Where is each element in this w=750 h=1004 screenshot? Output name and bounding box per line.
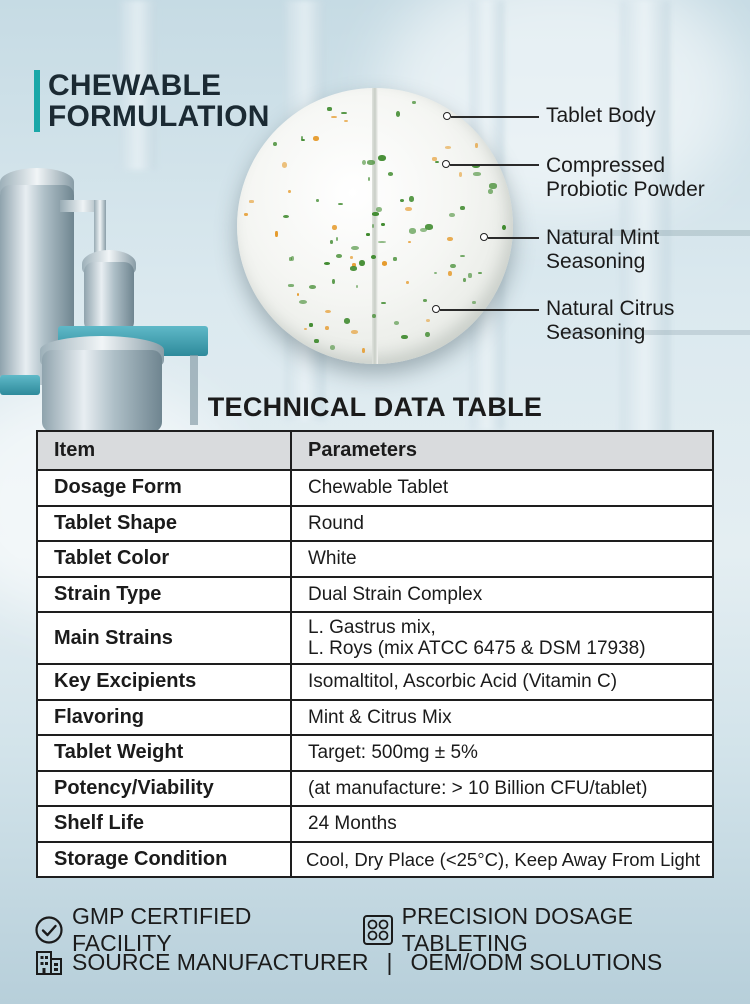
mint-speck — [423, 299, 427, 302]
callout-dot-tablet-body — [443, 112, 451, 120]
mint-speck — [324, 262, 330, 265]
row-item: Strain Type — [37, 577, 291, 613]
mint-speck — [400, 199, 404, 202]
mint-speck — [273, 142, 277, 146]
mint-speck — [450, 264, 455, 269]
citrus-speck — [325, 326, 329, 330]
mint-speck — [366, 233, 371, 235]
row-item: Tablet Weight — [37, 735, 291, 771]
mint-speck — [409, 196, 414, 202]
mint-speck — [388, 172, 394, 175]
mint-speck — [368, 177, 370, 181]
mint-speck — [351, 246, 359, 251]
citrus-speck — [362, 348, 365, 353]
table-row — [37, 577, 713, 613]
header-item: Item — [37, 431, 291, 470]
footer-row-2 — [34, 947, 662, 977]
mint-speck — [344, 318, 351, 323]
citrus-speck — [447, 237, 453, 241]
mint-speck — [336, 254, 342, 258]
citrus-speck — [459, 172, 463, 176]
title-accent-bar — [34, 70, 40, 132]
citrus-speck — [313, 136, 319, 141]
mint-speck — [472, 301, 475, 305]
table-header-row — [37, 431, 713, 470]
citrus-speck — [426, 319, 431, 322]
callout-line-citrus — [440, 309, 539, 311]
title-line: FORMULATION — [48, 100, 270, 133]
page-title — [48, 70, 270, 132]
mint-speck — [393, 257, 397, 261]
mint-speck — [396, 111, 401, 117]
citrus-speck — [408, 241, 412, 243]
mint-speck — [409, 228, 416, 233]
mint-speck — [394, 321, 400, 325]
mint-speck — [473, 172, 480, 176]
tablet-grid-icon — [362, 914, 394, 946]
citrus-speck — [432, 157, 436, 161]
callout-line-probiotic-powder — [450, 164, 539, 166]
row-value: (at manufacture: > 10 Billion CFU/tablet) — [291, 771, 713, 807]
mint-speck — [350, 266, 357, 270]
callout-mint-seasoning: Natural Mint Seasoning — [546, 226, 660, 273]
mint-speck — [330, 240, 333, 244]
mint-speck — [463, 278, 466, 282]
citrus-speck — [448, 271, 452, 276]
mint-speck — [362, 160, 366, 165]
callout-dot-mint — [480, 233, 488, 241]
row-value: Target: 500mg ± 5% — [291, 735, 713, 771]
row-item: Potency/Viability — [37, 771, 291, 807]
building-icon — [34, 947, 64, 977]
mint-speck — [412, 101, 415, 104]
mint-speck — [420, 228, 427, 233]
table-title: TECHNICAL DATA TABLE — [207, 392, 543, 422]
citrus-speck — [244, 213, 248, 216]
table-row — [37, 700, 713, 736]
callout-line-tablet-body — [451, 116, 539, 118]
citrus-speck — [344, 120, 347, 122]
table-row — [37, 771, 713, 807]
citrus-speck — [475, 143, 478, 148]
citrus-speck — [282, 162, 288, 168]
mint-speck — [460, 206, 464, 210]
table-row — [37, 806, 713, 842]
citrus-speck — [350, 256, 353, 259]
row-value: Chewable Tablet — [291, 470, 713, 506]
mint-speck — [489, 183, 497, 188]
row-item: Tablet Color — [37, 541, 291, 577]
check-circle-icon — [34, 915, 64, 945]
table-row — [37, 506, 713, 542]
row-item: Storage Condition — [37, 842, 291, 878]
citrus-speck — [304, 328, 307, 330]
mint-speck — [289, 257, 292, 260]
mint-speck — [376, 207, 382, 212]
callout-dot-probiotic-powder — [442, 160, 450, 168]
row-item: Tablet Shape — [37, 506, 291, 542]
mint-speck — [401, 335, 407, 339]
citrus-speck — [325, 310, 331, 313]
mint-speck — [316, 199, 319, 202]
mint-speck — [309, 323, 312, 326]
mint-speck — [468, 273, 471, 278]
citrus-speck — [406, 281, 409, 284]
row-value: Isomaltitol, Ascorbic Acid (Vitamin C) — [291, 664, 713, 700]
citrus-speck — [332, 225, 337, 230]
title-line: CHEWABLE — [48, 69, 222, 102]
row-value: 24 Months — [291, 806, 713, 842]
technical-data-table — [36, 430, 714, 878]
callout-dot-citrus — [432, 305, 440, 313]
mint-speck — [314, 339, 319, 343]
mint-speck — [478, 272, 482, 274]
table-row — [37, 664, 713, 700]
citrus-speck — [405, 207, 411, 211]
row-value: Mint & Citrus Mix — [291, 700, 713, 736]
row-value: Cool, Dry Place (<25°C), Keep Away From Light — [291, 842, 713, 878]
mint-speck — [327, 107, 331, 111]
gmp-certified-label: GMP CERTIFIED FACILITY — [72, 903, 252, 956]
mint-speck — [378, 155, 386, 161]
row-item: Shelf Life — [37, 806, 291, 842]
mint-speck — [338, 203, 343, 205]
mint-speck — [434, 272, 437, 274]
mint-speck — [301, 139, 305, 141]
citrus-speck — [249, 200, 253, 202]
row-item: Main Strains — [37, 612, 291, 664]
citrus-speck — [445, 146, 451, 149]
citrus-speck — [297, 293, 300, 297]
header-parameters: Parameters — [291, 431, 713, 470]
table-row — [37, 612, 713, 664]
tablet-image — [237, 88, 513, 364]
callout-probiotic-powder: Compressed Probiotic Powder — [546, 154, 705, 201]
citrus-speck — [382, 261, 388, 265]
mint-speck — [381, 223, 384, 226]
mint-speck — [449, 213, 455, 217]
mint-speck — [336, 237, 339, 241]
row-value: Dual Strain Complex — [291, 577, 713, 613]
mint-speck — [332, 279, 335, 285]
oem-odm-label: OEM/ODM SOLUTIONS — [410, 948, 663, 975]
mint-speck — [283, 215, 289, 218]
mint-speck — [367, 160, 374, 164]
mint-speck — [288, 284, 294, 287]
mint-speck — [378, 241, 386, 243]
mint-speck — [502, 225, 506, 230]
callout-tablet-body: Tablet Body — [546, 104, 656, 127]
table-row — [37, 842, 713, 878]
row-item: Flavoring — [37, 700, 291, 736]
precision-tableting-label: PRECISION DOSAGE TABLETING — [401, 903, 633, 956]
mint-speck — [356, 285, 359, 288]
mint-speck — [460, 255, 465, 257]
section-title — [34, 70, 270, 132]
row-item: Key Excipients — [37, 664, 291, 700]
row-item: Dosage Form — [37, 470, 291, 506]
callout-citrus-seasoning: Natural Citrus Seasoning — [546, 297, 675, 344]
table-row — [37, 735, 713, 771]
citrus-speck — [275, 231, 277, 237]
source-manufacturer-label: SOURCE MANUFACTURER — [72, 948, 369, 975]
footer-separator: | — [386, 948, 393, 975]
mint-speck — [309, 285, 316, 289]
mint-speck — [299, 300, 307, 304]
mint-speck — [330, 345, 336, 350]
citrus-speck — [351, 330, 358, 334]
callout-line-mint — [488, 237, 539, 239]
mint-speck — [381, 302, 386, 305]
table-row — [37, 470, 713, 506]
mint-speck — [341, 112, 347, 115]
row-value: Round — [291, 506, 713, 542]
row-value: White — [291, 541, 713, 577]
mint-speck — [359, 260, 365, 266]
citrus-speck — [288, 190, 291, 194]
mint-speck — [435, 161, 440, 164]
mint-speck — [372, 212, 378, 215]
row-value: L. Gastrus mix, L. Roys (mix ATCC 6475 & DSM 17938) — [291, 612, 713, 664]
mint-speck — [488, 189, 493, 194]
mint-speck — [425, 332, 430, 338]
citrus-speck — [331, 116, 337, 118]
table-row — [37, 541, 713, 577]
